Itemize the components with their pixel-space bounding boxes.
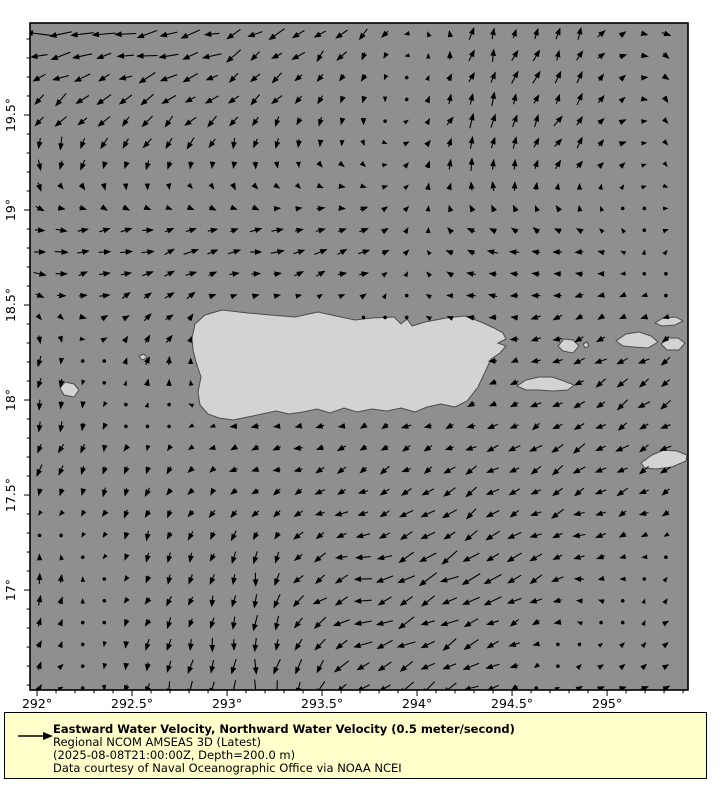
velocity-dot (146, 425, 149, 428)
velocity-dot (578, 643, 581, 646)
velocity-dot (535, 687, 538, 690)
velocity-dot (557, 643, 560, 646)
velocity-dot (103, 360, 106, 363)
legend-time-depth: (2025-08-08T21:00:00Z, Depth=200.0 m) (53, 748, 296, 762)
velocity-dot (103, 600, 106, 603)
velocity-dot (405, 76, 408, 79)
velocity-dot (643, 229, 646, 232)
velocity-dot (621, 600, 624, 603)
velocity-dot (665, 294, 668, 297)
reference-arrow-icon (17, 730, 57, 742)
x-tick-label: 294.5° (491, 696, 534, 711)
velocity-dot (81, 621, 84, 624)
velocity-dot (621, 621, 624, 624)
velocity-dot (665, 556, 668, 559)
velocity-dot (103, 578, 106, 581)
velocity-dot (81, 687, 84, 690)
y-tick-label: 17° (3, 578, 18, 602)
legend-attribution: Data courtesy of Naval Oceanographic Office via NOAA NCEI (53, 761, 402, 775)
velocity-dot (557, 665, 560, 668)
x-tick-label: 292° (21, 696, 53, 711)
y-tick-label: 19° (3, 198, 18, 222)
velocity-dot (384, 316, 387, 319)
y-tick-label: 17.5° (3, 477, 18, 513)
velocity-dot (643, 578, 646, 581)
velocity-dot (81, 643, 84, 646)
x-tick-label: 294° (401, 696, 433, 711)
velocity-dot (405, 98, 408, 101)
land-main-island (192, 310, 506, 420)
velocity-dot (665, 273, 668, 276)
legend-box (4, 712, 707, 779)
velocity-dot (103, 382, 106, 385)
velocity-dot (168, 425, 171, 428)
velocity-dot (621, 207, 624, 210)
x-tick-label: 295° (592, 696, 623, 711)
x-tick-label: 293.5° (301, 696, 344, 711)
velocity-dot (405, 316, 408, 319)
velocity-dot (384, 120, 387, 123)
y-tick-label: 18° (3, 388, 18, 412)
legend-dataset: Regional NCOM AMSEAS 3D (Latest) (53, 735, 262, 749)
velocity-dot (125, 425, 128, 428)
velocity-dot (60, 534, 63, 537)
y-tick-label: 19.5° (3, 97, 18, 133)
velocity-dot (362, 316, 365, 319)
velocity-dot (405, 294, 408, 297)
velocity-dot (168, 403, 171, 406)
velocity-dot (103, 621, 106, 624)
x-tick-label: 292.5° (111, 696, 154, 711)
velocity-dot (81, 556, 84, 559)
velocity-dot (81, 360, 84, 363)
velocity-dot (125, 403, 128, 406)
velocity-dot (81, 665, 84, 668)
velocity-dot (643, 207, 646, 210)
velocity-dot (643, 273, 646, 276)
y-tick-label: 18.5° (3, 287, 18, 323)
velocity-dot (38, 534, 41, 537)
x-tick-label: 293° (211, 696, 243, 711)
velocity-dot (600, 621, 603, 624)
legend-title: Eastward Water Velocity, Northward Water Velocity (0.5 meter/second) (53, 722, 515, 736)
